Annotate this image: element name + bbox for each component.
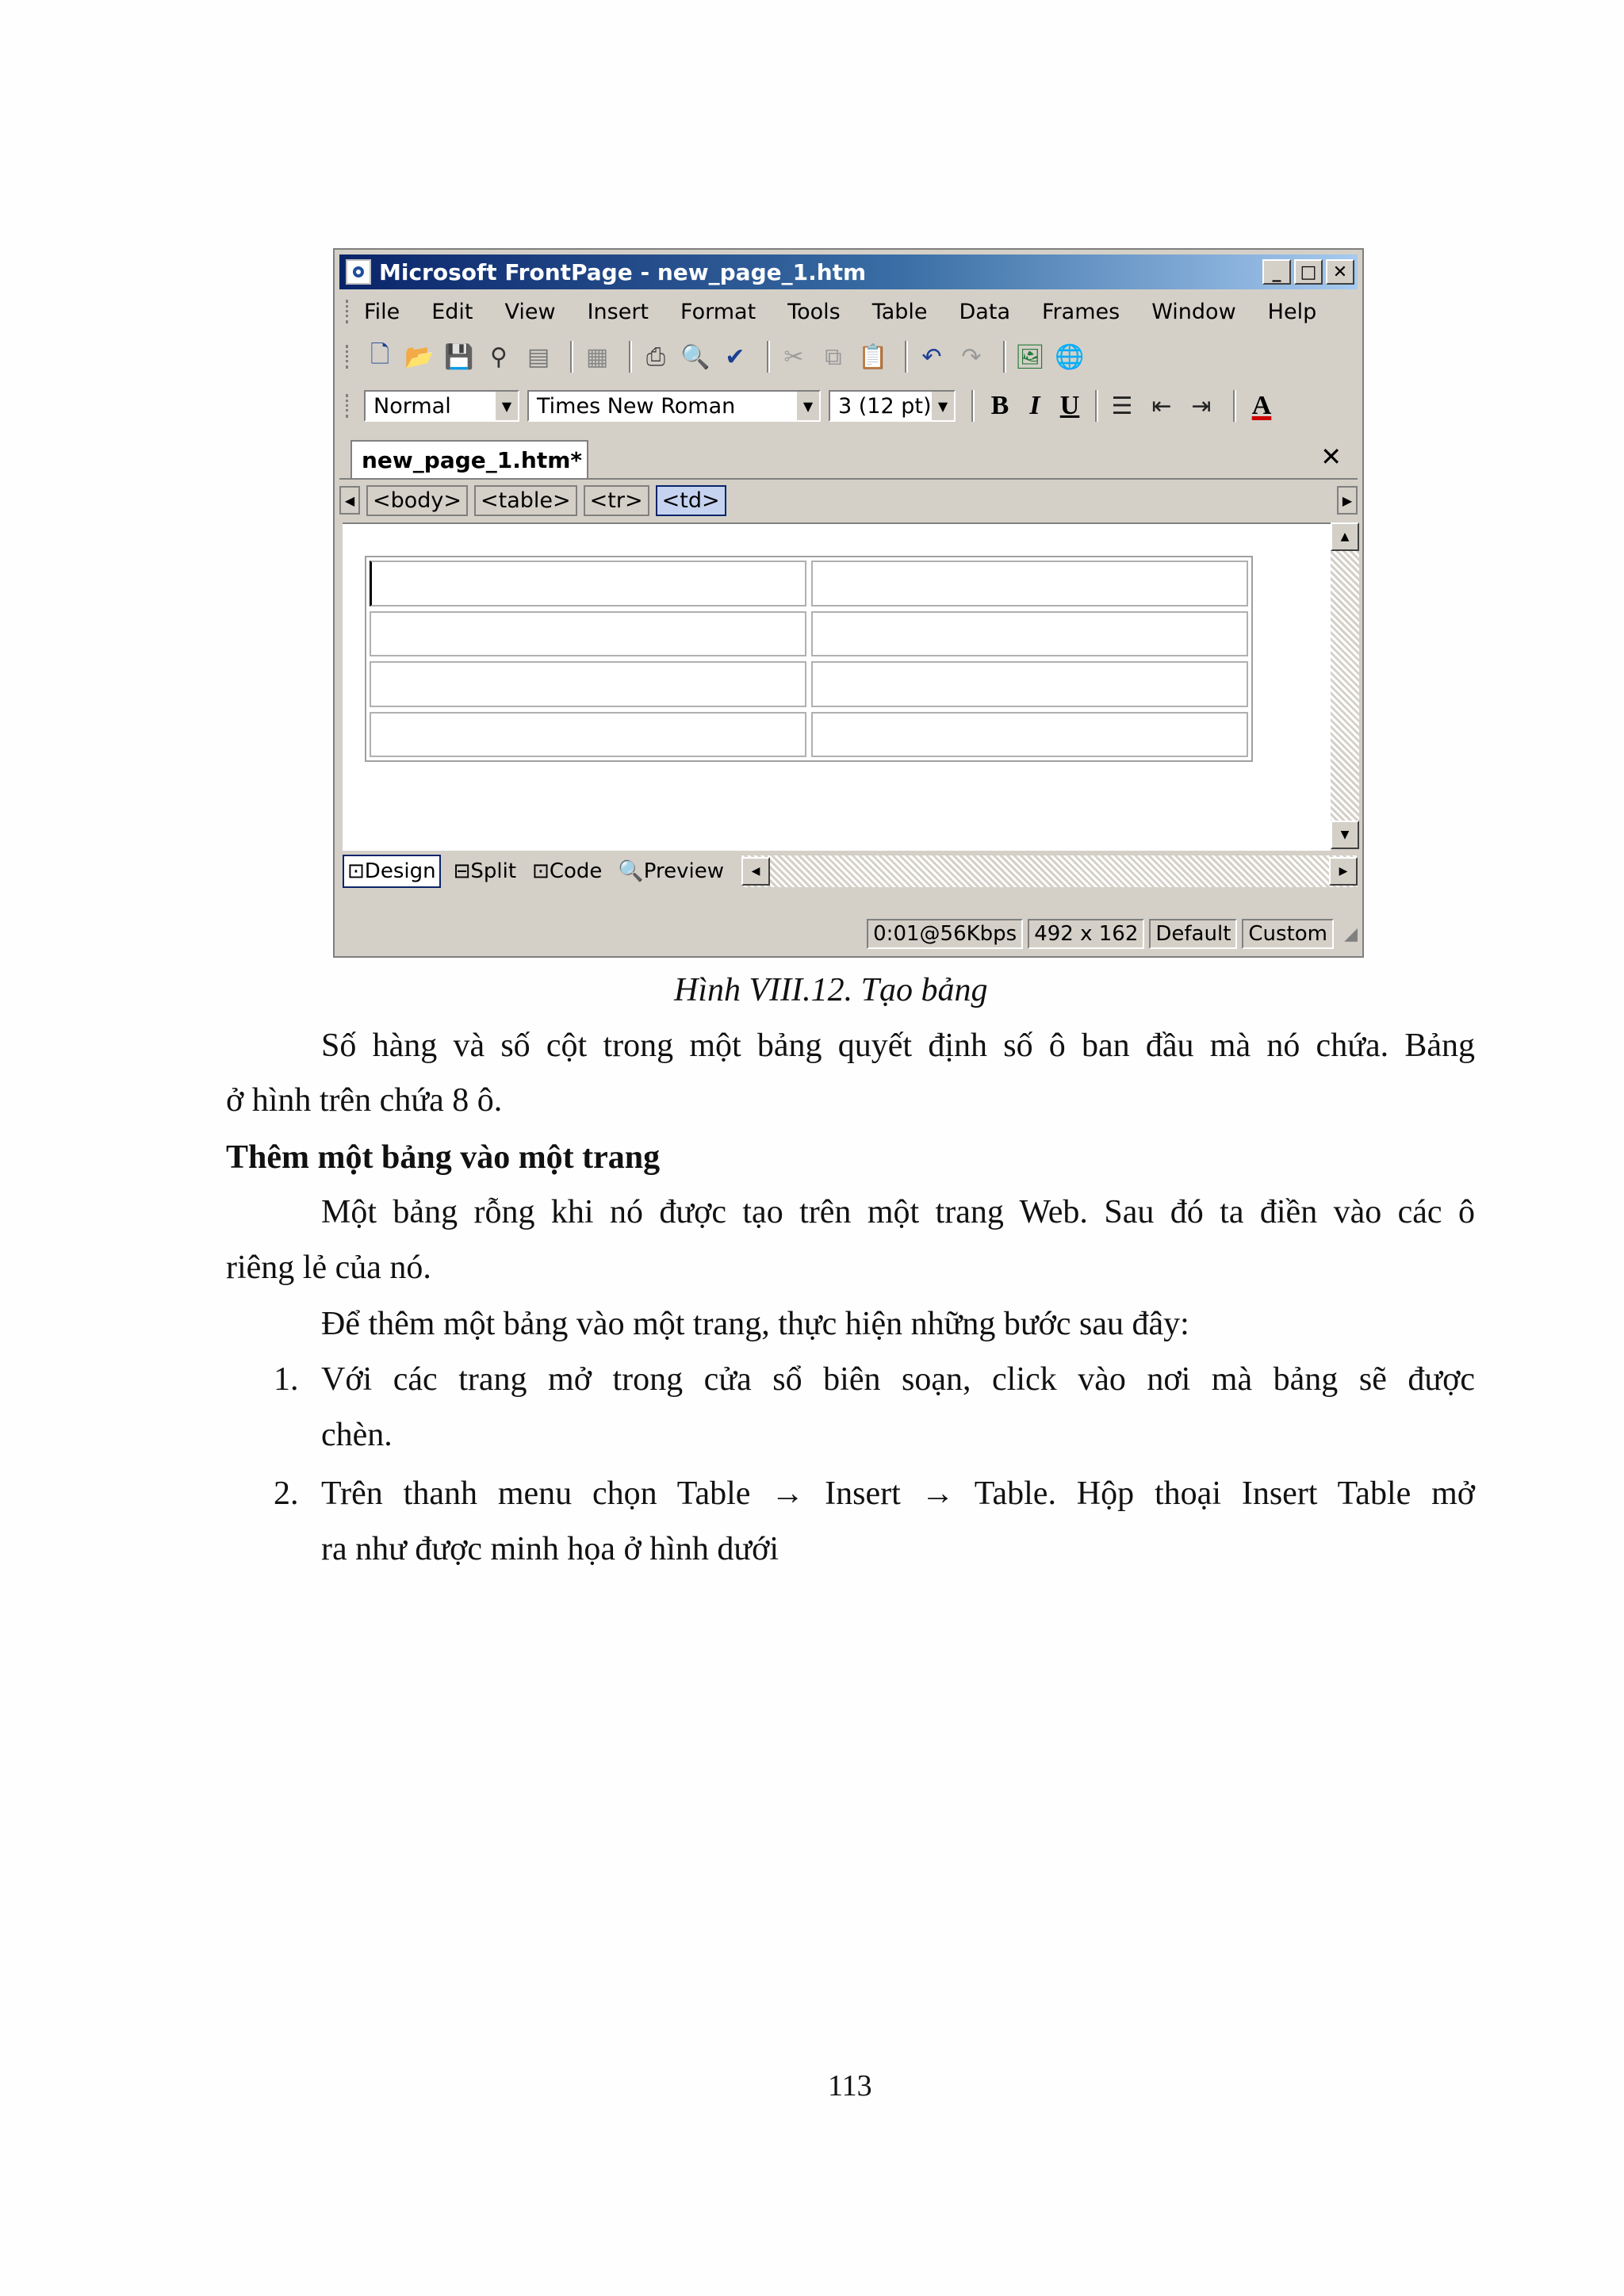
- paragraph-line: Để thêm một bảng vào một trang, thực hiện những bước sau đây:: [321, 1306, 1189, 1342]
- menu-frames[interactable]: Frames: [1041, 299, 1120, 324]
- tab-preview[interactable]: [615, 856, 727, 886]
- menu-help[interactable]: Help: [1267, 299, 1317, 324]
- new-page-icon[interactable]: 🗋: [370, 340, 390, 369]
- toolbar-separator: [1233, 390, 1236, 422]
- list-item-text: ra như được minh họa ở hình dưới: [321, 1531, 779, 1567]
- scroll-left-icon[interactable]: ◀: [741, 857, 770, 886]
- style-value: Normal: [373, 393, 451, 419]
- minimize-button[interactable]: _: [1262, 259, 1291, 285]
- design-view-icon: ⊡: [347, 859, 365, 883]
- toolbar-separator: [1003, 341, 1006, 373]
- search-icon[interactable]: ⚲: [490, 342, 508, 371]
- standard-toolbar: [339, 334, 1358, 380]
- document-tab[interactable]: new_page_1.htm*: [350, 440, 588, 478]
- hyperlink-icon[interactable]: 🌐: [1055, 342, 1085, 371]
- frontpage-screenshot: [333, 248, 1364, 958]
- menu-bar: [339, 293, 1358, 331]
- menu-format[interactable]: Format: [680, 299, 756, 324]
- font-color-button[interactable]: A: [1251, 391, 1272, 420]
- list-item-text: Trên thanh menu chọn Table → Insert → Table. Hộp thoại Insert Table mở: [321, 1475, 1475, 1512]
- preview-view-icon: 🔍: [618, 859, 644, 883]
- rendering-mode[interactable]: Default: [1149, 919, 1237, 949]
- menu-insert[interactable]: Insert: [587, 299, 649, 324]
- title-bar: [339, 254, 1358, 289]
- chevron-right-icon[interactable]: ▶: [1337, 486, 1358, 515]
- tab-code[interactable]: [529, 856, 605, 886]
- close-tab-icon[interactable]: ✕: [1320, 442, 1342, 472]
- paste-icon[interactable]: 📋: [858, 342, 888, 371]
- spelling-icon[interactable]: ✔: [725, 342, 745, 371]
- menu-tools[interactable]: Tools: [787, 299, 841, 324]
- paragraph-line: Một bảng rỗng khi nó được tạo trên một trang Web. Sau đó ta điền vào các ô: [321, 1194, 1475, 1230]
- status-bar: [339, 917, 1358, 951]
- table-cell[interactable]: [370, 561, 806, 607]
- table-cell[interactable]: [811, 661, 1248, 707]
- toolbar-separator: [767, 341, 770, 373]
- tab-code-label: Code: [549, 859, 603, 883]
- page-number: 113: [828, 2069, 872, 2103]
- menu-window[interactable]: Window: [1151, 299, 1236, 324]
- italic-button[interactable]: I: [1029, 391, 1040, 420]
- paragraph-line: Số hàng và số cột trong một bảng quyết định số ô ban đầu mà nó chứa. Bảng: [321, 1027, 1475, 1064]
- window-title: Microsoft FrontPage - new_page_1.htm: [379, 258, 867, 285]
- paragraph-line: riêng lẻ của nó.: [226, 1249, 431, 1286]
- toolbar-grip[interactable]: [346, 394, 353, 418]
- insert-picture-icon[interactable]: 🖼: [1014, 342, 1046, 371]
- quick-tag-selector: [339, 481, 1358, 519]
- toolbar-separator: [905, 341, 908, 373]
- list-item-text: Với các trang mở trong cửa sổ biên soạn, click vào nơi mà bảng sẽ được: [321, 1361, 1475, 1398]
- menu-grip[interactable]: [346, 300, 353, 323]
- tag-tr[interactable]: <tr>: [584, 485, 649, 516]
- tab-split[interactable]: [450, 856, 519, 886]
- bold-button[interactable]: B: [990, 391, 1009, 420]
- table-cell[interactable]: [811, 611, 1248, 657]
- style-dropdown[interactable]: [364, 390, 519, 422]
- tag-table[interactable]: <table>: [474, 485, 577, 516]
- toolbar-separator: [570, 341, 573, 373]
- font-size-value: 3 (12 pt): [838, 393, 932, 419]
- toolbar-grip[interactable]: [346, 345, 353, 369]
- underline-button[interactable]: U: [1059, 391, 1080, 420]
- undo-icon[interactable]: ↶: [921, 342, 942, 371]
- redo-icon[interactable]: ↷: [961, 342, 982, 371]
- scroll-down-icon[interactable]: ▼: [1331, 821, 1359, 849]
- table-cell[interactable]: [811, 712, 1248, 758]
- download-time[interactable]: 0:01@56Kbps: [867, 919, 1023, 949]
- vertical-scrollbar[interactable]: [1331, 522, 1359, 849]
- table-cell[interactable]: [370, 611, 806, 657]
- toolbar-separator: [971, 390, 975, 422]
- preview-icon[interactable]: 🔍: [680, 342, 710, 371]
- chevron-down-icon[interactable]: ▼: [932, 392, 954, 420]
- table-cell[interactable]: [370, 661, 806, 707]
- section-heading: Thêm một bảng vào một trang: [226, 1139, 661, 1176]
- tab-design[interactable]: [343, 855, 441, 888]
- design-canvas[interactable]: [343, 522, 1331, 851]
- list-number: 1.: [274, 1361, 299, 1398]
- menu-edit[interactable]: Edit: [431, 299, 473, 324]
- table-cell[interactable]: [811, 561, 1248, 607]
- formatting-toolbar: [339, 383, 1358, 429]
- menu-file[interactable]: File: [364, 299, 400, 324]
- font-value: Times New Roman: [537, 393, 736, 419]
- font-size-dropdown[interactable]: [829, 390, 956, 422]
- chevron-down-icon[interactable]: ▼: [797, 392, 819, 420]
- increase-indent-icon[interactable]: ⇥: [1191, 392, 1212, 420]
- print-icon[interactable]: ⎙: [646, 342, 665, 371]
- tag-body[interactable]: <body>: [366, 485, 468, 516]
- horizontal-scrollbar[interactable]: [741, 855, 1358, 887]
- resize-grip-icon[interactable]: ◢: [1344, 924, 1358, 944]
- page-size[interactable]: 492 x 162: [1028, 919, 1144, 949]
- code-view-icon: ⊡: [532, 859, 550, 883]
- chevron-left-icon[interactable]: ◀: [339, 486, 360, 515]
- web-component-icon[interactable]: ▦: [585, 342, 609, 371]
- figure-caption: Hình VIII.12. Tạo bảng: [674, 972, 988, 1008]
- scroll-right-icon[interactable]: ▶: [1329, 857, 1358, 886]
- tag-td[interactable]: <td>: [656, 485, 726, 516]
- copy-icon[interactable]: ⧉: [825, 342, 842, 371]
- close-button[interactable]: ✕: [1326, 259, 1354, 285]
- list-number: 2.: [274, 1475, 299, 1512]
- menu-data[interactable]: Data: [959, 299, 1010, 324]
- view-tabs: [343, 851, 1358, 892]
- document-tab-strip: [339, 435, 1358, 480]
- menu-view[interactable]: View: [504, 299, 556, 324]
- tab-split-label: Split: [470, 859, 517, 883]
- tab-design-label: Design: [364, 859, 436, 883]
- split-view-icon: ⊟: [453, 859, 471, 883]
- menu-table[interactable]: Table: [871, 299, 928, 324]
- maximize-button[interactable]: □: [1294, 259, 1323, 285]
- cut-icon[interactable]: ✂: [783, 342, 804, 371]
- publish-icon[interactable]: ▤: [527, 342, 550, 371]
- paragraph-line: ở hình trên chứa 8 ô.: [226, 1082, 503, 1119]
- table-cell[interactable]: [370, 712, 806, 758]
- scroll-up-icon[interactable]: ▲: [1331, 522, 1359, 551]
- save-icon[interactable]: 💾: [444, 342, 474, 371]
- bullet-list-icon[interactable]: ☰: [1111, 392, 1133, 420]
- font-dropdown[interactable]: [527, 390, 821, 422]
- decrease-indent-icon[interactable]: ⇤: [1151, 392, 1172, 420]
- list-item-text: chèn.: [321, 1417, 393, 1453]
- chevron-down-icon[interactable]: ▼: [496, 392, 518, 420]
- frontpage-app-icon: [346, 259, 371, 285]
- toolbar-separator: [1095, 390, 1098, 422]
- open-folder-icon[interactable]: 📂: [404, 342, 435, 371]
- schema-mode[interactable]: Custom: [1242, 919, 1334, 949]
- toolbar-separator: [629, 341, 632, 373]
- html-table[interactable]: [365, 556, 1253, 762]
- tab-preview-label: Preview: [643, 859, 724, 883]
